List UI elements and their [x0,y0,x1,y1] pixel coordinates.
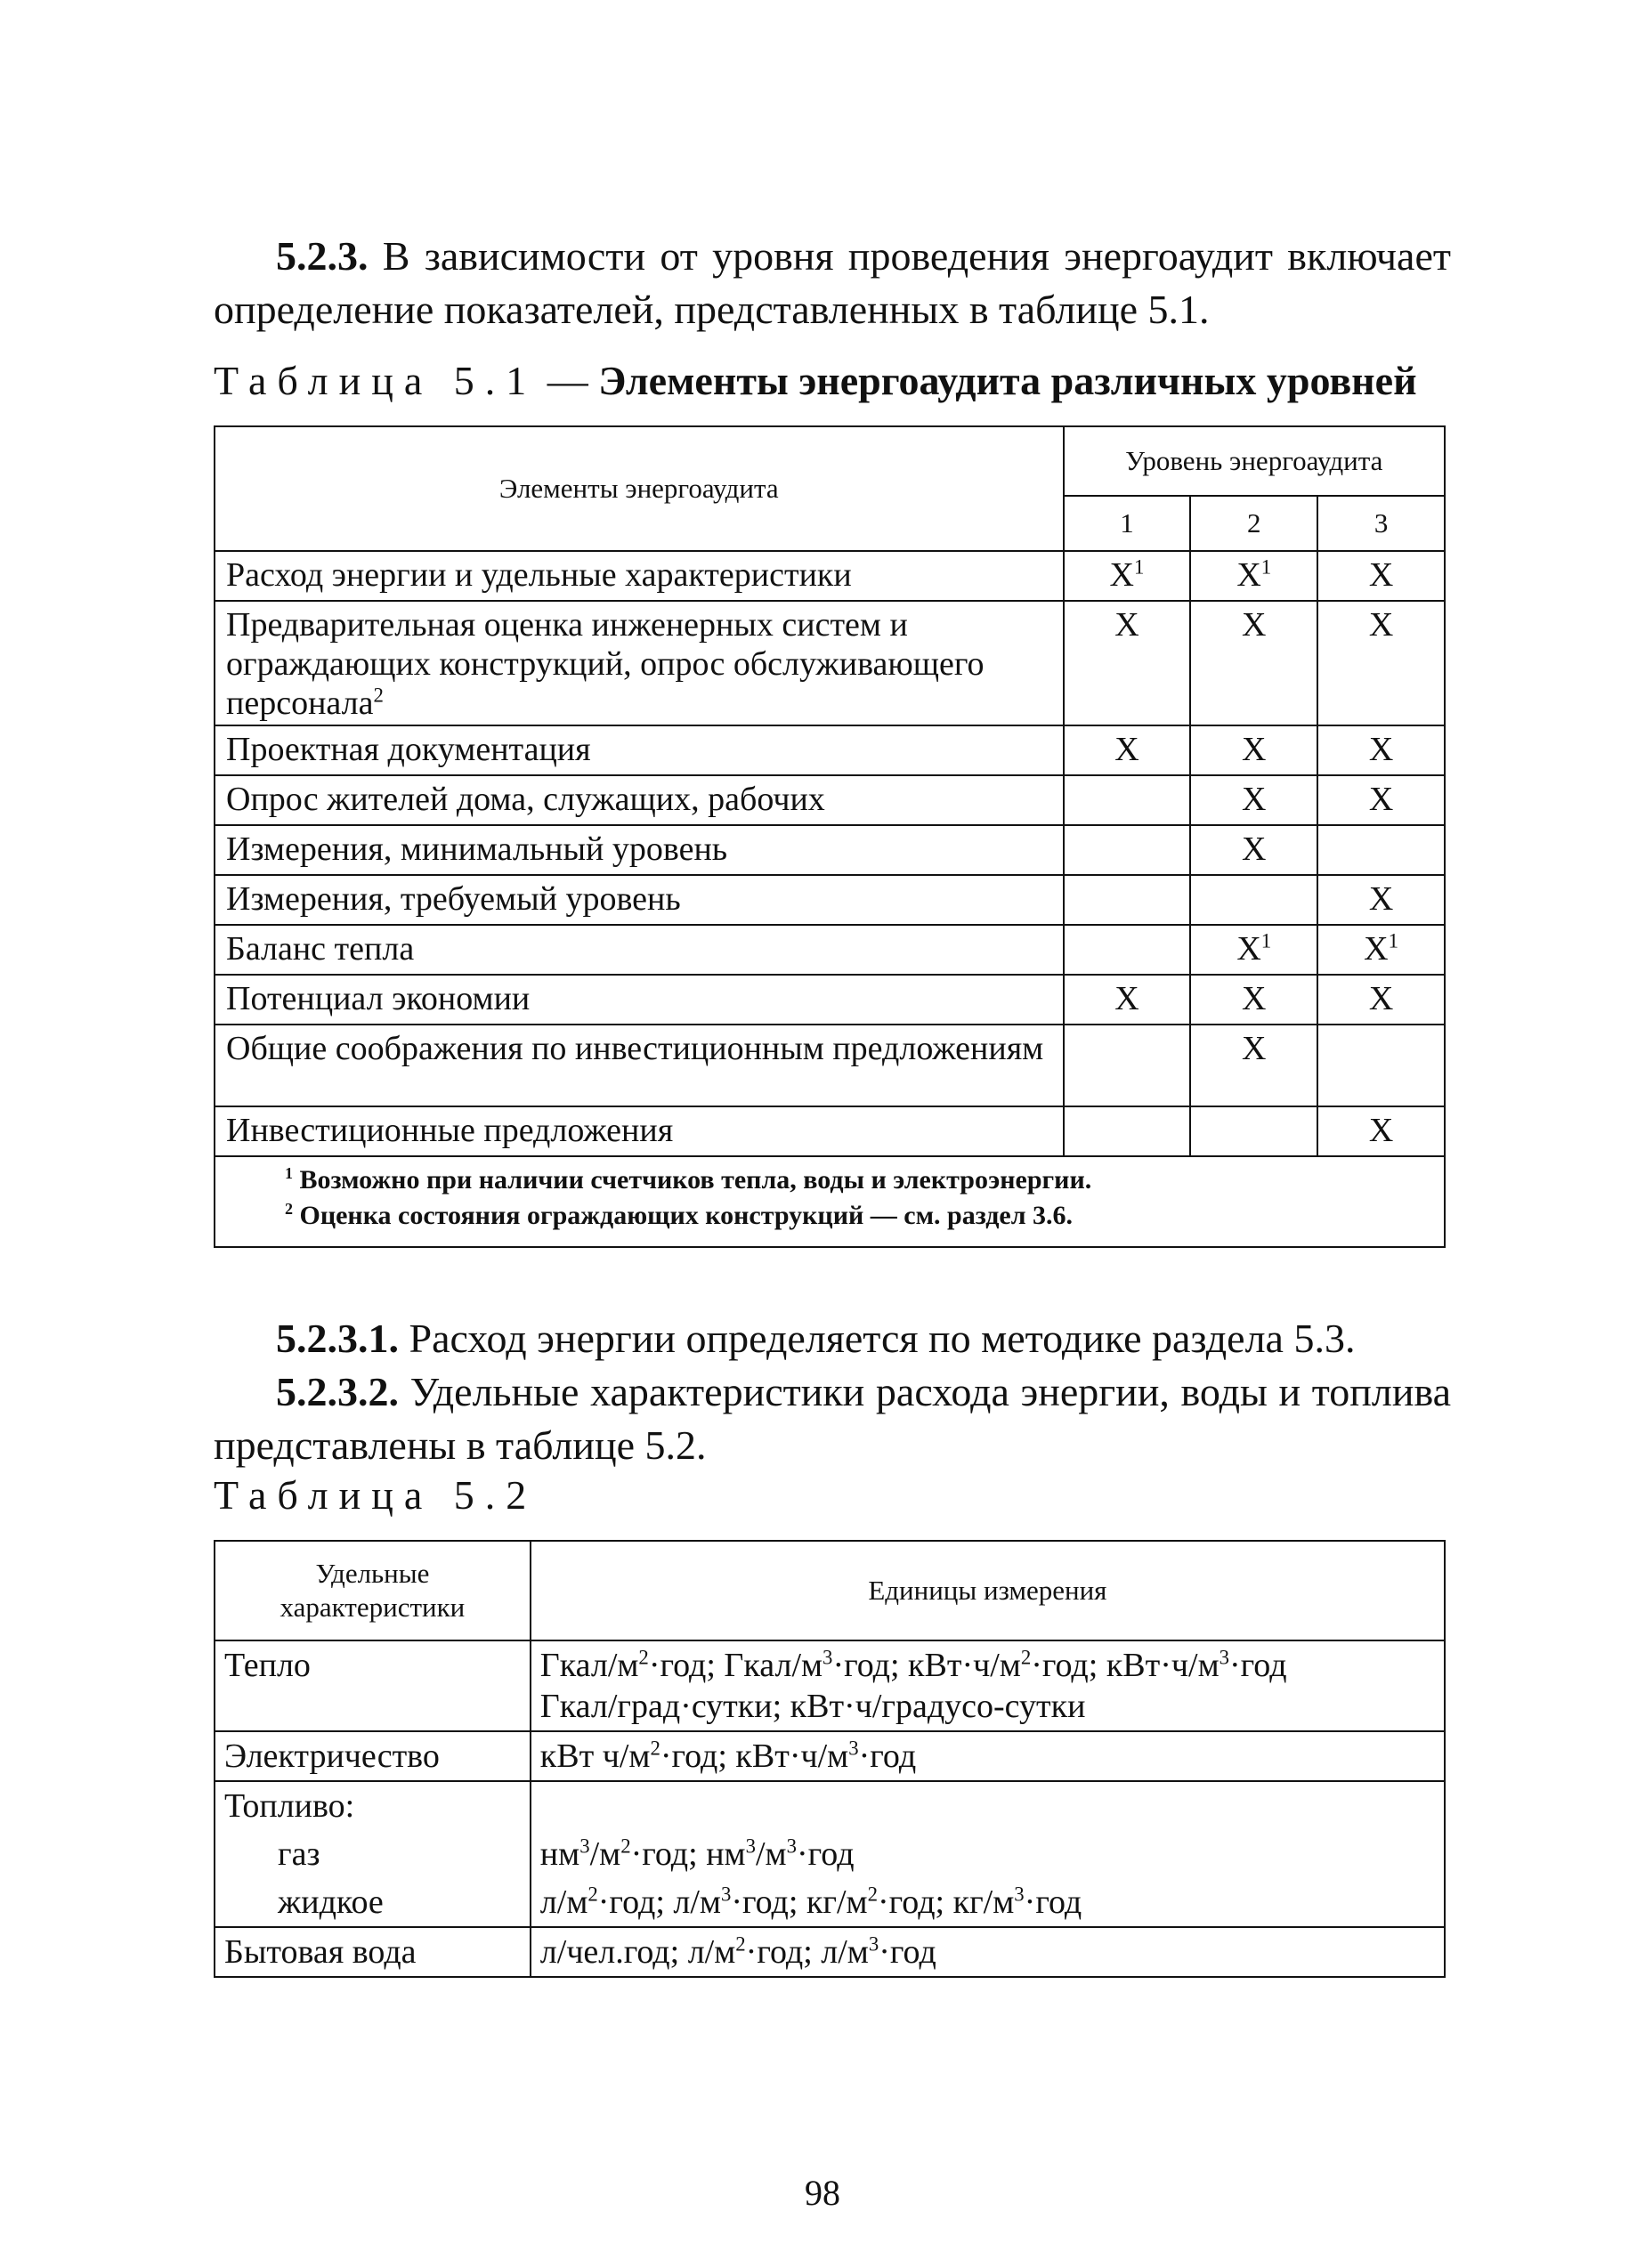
table1-row [215,1106,1445,1156]
p1-text: Расход энергии определяется по методике раздела 5.3. [409,1316,1356,1361]
characteristic-name: Тепло [215,1640,531,1731]
table1-notes [215,1156,1445,1247]
row-element-name: Измерения, минимальный уровень [215,825,1064,875]
table1-row [215,775,1445,825]
measurement-units: $л/м^2\cdot год$; $л/м^3\cdot год$; $кг/м^2\cdot год$; $кг/м^3\cdot год$ [531,1878,1445,1927]
table1-row [215,975,1445,1025]
row-element-name: Предварительная оценка инженерных систем и ограждающих конструкций, опрос обслуживающего персонала$^2$ [215,601,1064,725]
row-element-name: Общие соображения по инвестиционным предложениям [215,1025,1064,1106]
table2-row [215,1781,1445,1830]
level-3-mark [1317,825,1445,875]
note-2: $^2$ Оценка состояния ограждающих конструкций — см. раздел 3.6. [285,1200,1074,1230]
level-1-mark [1064,875,1191,925]
table-5-2 [214,1540,1446,1978]
characteristic-name: Электричество [215,1731,531,1781]
measurement-units [531,1781,1445,1830]
table2-body [215,1640,1445,1977]
table2-row [215,1830,1445,1878]
measurement-units: кВт $ч/м^2\cdot год$; $кВт\cdot ч/м^3\cdot год$ [531,1731,1445,1781]
table2-row [215,1927,1445,1977]
paragraph-5-2-3-2 [214,1365,1451,1472]
row-element-name: Расход энергии и удельные характеристики [215,551,1064,601]
note-2-text: Оценка состояния ограждающих конструкций — см. раздел 3.6. [299,1201,1074,1230]
level-3-mark: X [1317,551,1445,601]
level-2-mark: $X^1$ [1190,551,1317,601]
level-1-mark [1064,925,1191,975]
level-1-mark [1064,825,1191,875]
row-element-name: Инвестиционные предложения [215,1106,1064,1156]
table2-row [215,1878,1445,1927]
level-3-mark: X [1317,725,1445,775]
characteristic-name: Бытовая вода [215,1927,531,1977]
level-3-mark: $X^1$ [1317,925,1445,975]
level-2-mark: X [1190,725,1317,775]
p1-number: 5.2.3.1. [276,1316,399,1361]
level-3-mark: X [1317,975,1445,1025]
table1-row [215,1025,1445,1106]
table1-row [215,601,1445,725]
table2-row [215,1731,1445,1781]
level-2-mark [1190,1106,1317,1156]
row-element-name: Потенциал экономии [215,975,1064,1025]
table2-row [215,1640,1445,1731]
table1-caption [214,354,1417,408]
level-3-mark: X [1317,1106,1445,1156]
table1-row [215,825,1445,875]
measurement-units: $нм^3/м^2\cdot год$; $нм^3/м^3\cdot год$ [531,1830,1445,1878]
note-1-text: Возможно при наличии счетчиков тепла, воды и электроэнергии. [299,1165,1092,1195]
table1-body [215,551,1445,1156]
table2-label: Таблица 5.2 [214,1472,538,1518]
level-1-mark: X [1064,725,1191,775]
table1-row [215,875,1445,925]
level-3-mark: X [1317,875,1445,925]
level-2-mark: X [1190,775,1317,825]
level-1-mark: X [1064,601,1191,725]
paragraph-5-2-3-1 [214,1312,1451,1365]
level-1-mark: X [1064,975,1191,1025]
level-1-mark [1064,775,1191,825]
table1-label: Таблица 5.1 [214,358,538,403]
level-2-mark [1190,875,1317,925]
table1-dash: — [547,358,588,403]
page-number: 98 [805,2173,840,2213]
level-1-mark [1064,1106,1191,1156]
level-3-mark: X [1317,601,1445,725]
characteristic-name: газ [215,1830,531,1878]
p2-number: 5.2.3.2. [276,1369,399,1414]
table1-row [215,925,1445,975]
table1-row [215,725,1445,775]
col-header-units: Единицы измерения [531,1541,1445,1640]
measurement-units: Гкал/$м^2\cdot год$; Гкал/$м^3\cdot год$; $кВт\cdot ч/м^2\cdot год$; $кВт\cdot ч/м^3\cdot год$ Гкал/град·сутки; кВт·ч/градусо-сутки [531,1640,1445,1731]
level-2-mark: X [1190,601,1317,725]
level-header-1: 1 [1064,496,1191,551]
level-1-mark: $X^1$ [1064,551,1191,601]
level-header-3: 3 [1317,496,1445,551]
level-1-mark [1064,1025,1191,1106]
p2-text: Удельные характеристики расхода энергии, воды и топлива представлены в таблице 5.2. [214,1369,1452,1468]
characteristic-name: жидкое [215,1878,531,1927]
intro-text: В зависимости от уровня проведения энергоаудит включает определение показателей, представленных в таблице 5.1. [214,233,1451,332]
row-element-name: Измерения, требуемый уровень [215,875,1064,925]
characteristic-name: Топливо: [215,1781,531,1830]
row-element-name: Проектная документация [215,725,1064,775]
level-2-mark: X [1190,1025,1317,1106]
level-3-mark: X [1317,775,1445,825]
note-1: $^1$ Возможно при наличии счетчиков тепла, воды и электроэнергии. [285,1164,1092,1195]
level-header-2: 2 [1190,496,1317,551]
level-2-mark: $X^1$ [1190,925,1317,975]
level-2-mark: X [1190,825,1317,875]
intro-paragraph [214,230,1451,336]
table1-row [215,551,1445,601]
table1-title: Элементы энергоаудита различных уровней [598,358,1417,403]
measurement-units: л/чел.год; $л/м^2\cdot год$; $л/м^3\cdot год$ [531,1927,1445,1977]
row-element-name: Баланс тепла [215,925,1064,975]
level-2-mark: X [1190,975,1317,1025]
col-header-elements: Элементы энергоаудита [215,426,1064,551]
row-element-name: Опрос жителей дома, служащих, рабочих [215,775,1064,825]
table2-caption [214,1469,537,1522]
col-header-level: Уровень энергоаудита [1064,426,1445,496]
col-header-characteristics: Удельные характеристики [215,1541,531,1640]
table-5-1 [214,425,1446,1248]
level-3-mark [1317,1025,1445,1106]
intro-number: 5.2.3. [276,233,369,279]
